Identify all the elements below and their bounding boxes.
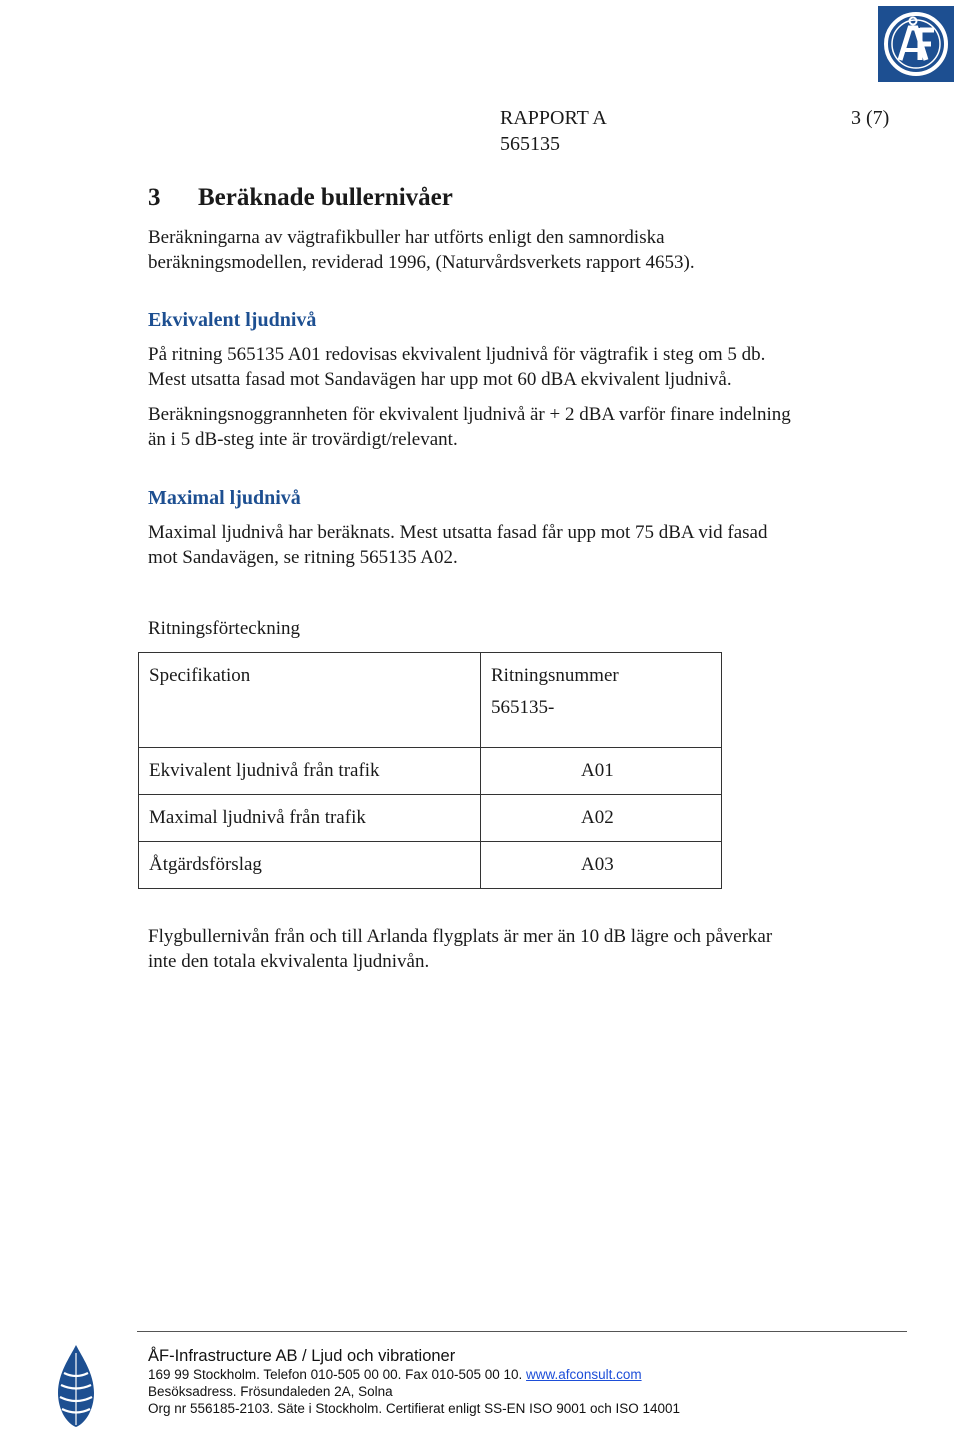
section-title: Beräknade bullernivåer <box>198 184 453 211</box>
header-cell-number <box>481 653 722 748</box>
flyg-paragraph <box>148 924 772 974</box>
text-line: Mest utsatta fasad mot Sandavägen har upp mot 60 dBA ekvivalent ljudnivå. <box>148 369 732 390</box>
website-link[interactable]: www.afconsult.com <box>526 1367 642 1382</box>
spec-cell: Maximal ljudnivå från trafik <box>139 795 481 842</box>
ekvivalent-paragraph-1 <box>148 342 765 392</box>
header-number-prefix: 565135- <box>491 697 555 718</box>
af-logo-icon <box>878 6 954 82</box>
footer-address: 169 99 Stockholm. Telefon 010-505 00 00. Fax 010-505 00 10. <box>148 1367 523 1382</box>
intro-paragraph <box>148 225 695 275</box>
number-cell <box>481 748 722 795</box>
table-row <box>139 795 722 842</box>
number-cell <box>481 795 722 842</box>
table-row <box>139 842 722 889</box>
drawing-number: A03 <box>581 854 614 875</box>
drawing-number: A02 <box>581 807 614 828</box>
footer-visit: Besöksadress. Frösundaleden 2A, Solna <box>148 1384 393 1399</box>
report-header <box>500 105 607 157</box>
table-row <box>139 748 722 795</box>
header-number-label: Ritningsnummer <box>491 665 619 686</box>
shell-logo-icon <box>52 1343 100 1429</box>
section-number: 3 <box>148 184 161 211</box>
text-line: På ritning 565135 A01 redovisas ekvivalent ljudnivå för vägtrafik i steg om 5 db. <box>148 344 766 365</box>
table-header-row <box>139 653 722 748</box>
drawings-caption: Ritningsförteckning <box>148 618 300 639</box>
footer-block <box>148 1346 680 1417</box>
spec-cell: Åtgärdsförslag <box>139 842 481 889</box>
page-number: 3 (7) <box>851 107 890 129</box>
footer-divider <box>137 1331 907 1332</box>
text-line: Flygbullernivån från och till Arlanda flygplats är mer än 10 dB lägre och påverkar <box>148 926 773 947</box>
footer-org: Org nr 556185-2103. Säte i Stockholm. Certifierat enligt SS-EN ISO 9001 och ISO 14001 <box>148 1401 681 1416</box>
ekvivalent-heading: Ekvivalent ljudnivå <box>148 309 317 331</box>
text-line: än i 5 dB-steg inte är trovärdigt/relevant. <box>148 429 458 450</box>
section-heading <box>148 183 453 213</box>
text-line: Maximal ljudnivå har beräknats. Mest utsatta fasad får upp mot 75 dBA vid fasad <box>148 522 768 543</box>
intro-line: Beräkningarna av vägtrafikbuller har utförts enligt den samnordiska <box>148 227 665 248</box>
number-cell <box>481 842 722 889</box>
drawing-number: A01 <box>581 760 614 781</box>
ekvivalent-paragraph-2 <box>148 402 791 452</box>
spec-cell: Ekvivalent ljudnivå från trafik <box>139 748 481 795</box>
intro-line: beräkningsmodellen, reviderad 1996, (Naturvårdsverkets rapport 4653). <box>148 252 695 273</box>
report-number: 565135 <box>500 133 560 155</box>
header-cell-spec <box>139 653 481 748</box>
text-line: inte den totala ekvivalenta ljudnivån. <box>148 951 430 972</box>
maximal-paragraph <box>148 520 767 570</box>
footer-company: ÅF-Infrastructure AB / Ljud och vibrationer <box>148 1347 456 1365</box>
maximal-heading: Maximal ljudnivå <box>148 487 301 509</box>
header-spec-label: Specifikation <box>149 665 251 686</box>
report-label: RAPPORT A <box>500 107 607 129</box>
text-line: Beräkningsnoggrannheten för ekvivalent ljudnivå är + 2 dBA varför finare indelning <box>148 404 791 425</box>
text-line: mot Sandavägen, se ritning 565135 A02. <box>148 547 458 568</box>
drawings-table <box>138 652 722 889</box>
footer-contact <box>148 1366 680 1383</box>
